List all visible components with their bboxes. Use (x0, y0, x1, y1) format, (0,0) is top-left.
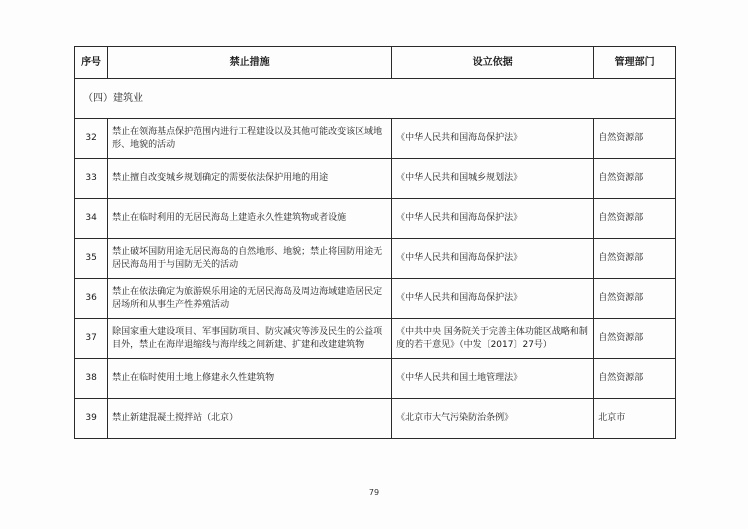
row-department: 自然资源部 (594, 239, 676, 279)
table-row (75, 399, 676, 439)
row-number: 38 (75, 359, 108, 399)
row-measure: 禁止在临时利用的无居民海岛上建造永久性建筑物或者设施 (108, 199, 392, 239)
page-number: 79 (368, 488, 380, 497)
table-row (75, 199, 676, 239)
row-department: 自然资源部 (594, 319, 676, 359)
table-row (75, 359, 676, 399)
header-prohibition-measure: 禁止措施 (108, 47, 392, 79)
row-number: 37 (75, 319, 108, 359)
row-number: 32 (75, 119, 108, 159)
row-department: 自然资源部 (594, 279, 676, 319)
row-department: 北京市 (594, 399, 676, 439)
row-department: 自然资源部 (594, 199, 676, 239)
header-legal-basis: 设立依据 (392, 47, 594, 79)
table-row (75, 279, 676, 319)
prohibition-table (74, 46, 676, 439)
row-basis: 《中华人民共和国海岛保护法》 (392, 119, 594, 159)
section-row (75, 79, 676, 119)
row-measure: 禁止擅自改变城乡规划确定的需要依法保护用地的用途 (108, 159, 392, 199)
row-basis: 《中华人民共和国城乡规划法》 (392, 159, 594, 199)
row-basis: 《中华人民共和国海岛保护法》 (392, 199, 594, 239)
row-basis: 《中华人民共和国土地管理法》 (392, 359, 594, 399)
row-basis: 《中华人民共和国海岛保护法》 (392, 279, 594, 319)
table-row (75, 239, 676, 279)
row-department: 自然资源部 (594, 119, 676, 159)
row-basis: 《北京市大气污染防治条例》 (392, 399, 594, 439)
header-serial-number: 序号 (75, 47, 108, 79)
table-row (75, 159, 676, 199)
row-number: 34 (75, 199, 108, 239)
table-row (75, 119, 676, 159)
row-measure: 禁止在依法确定为旅游娱乐用途的无居民海岛及周边海域建造居民定居场所和从事生产性养殖活动 (108, 279, 392, 319)
header-management-department: 管理部门 (594, 47, 676, 79)
row-basis: 《中共中央 国务院关于完善主体功能区战略和制度的若干意见》（中发〔2017〕27号） (392, 319, 594, 359)
table-header-row (75, 47, 676, 79)
row-department: 自然资源部 (594, 159, 676, 199)
row-basis: 《中华人民共和国海岛保护法》 (392, 239, 594, 279)
row-measure: 禁止破坏国防用途无居民海岛的自然地形、地貌；禁止将国防用途无居民海岛用于与国防无关的活动 (108, 239, 392, 279)
section-title: （四）建筑业 (75, 79, 676, 119)
row-department: 自然资源部 (594, 359, 676, 399)
row-number: 36 (75, 279, 108, 319)
row-measure: 禁止在领海基点保护范围内进行工程建设以及其他可能改变该区域地形、地貌的活动 (108, 119, 392, 159)
row-measure: 禁止在临时使用土地上修建永久性建筑物 (108, 359, 392, 399)
row-number: 33 (75, 159, 108, 199)
table-row (75, 319, 676, 359)
row-measure: 禁止新建混凝土搅拌站（北京） (108, 399, 392, 439)
row-number: 35 (75, 239, 108, 279)
row-number: 39 (75, 399, 108, 439)
row-measure: 除国家重大建设项目、军事国防项目、防灾减灾等涉及民生的公益项目外，禁止在海岸退缩线与海岸线之间新建、扩建和改建建筑物 (108, 319, 392, 359)
